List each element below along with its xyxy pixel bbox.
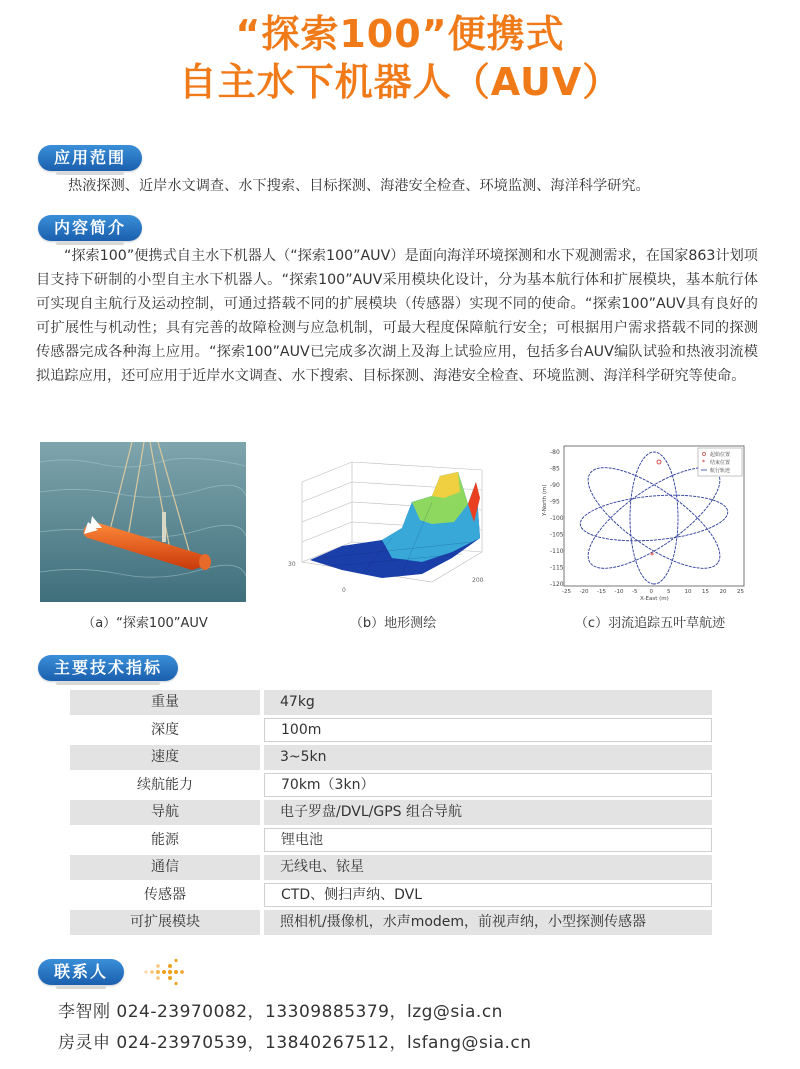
plot-c-xtick: -20 xyxy=(579,589,589,595)
spec-value: 锂电池 xyxy=(264,828,712,853)
section-tag-specs: 主要技术指标 xyxy=(38,655,178,681)
legend-track: 航行轨迹 xyxy=(710,468,731,474)
plot-c-xtick: 10 xyxy=(684,589,692,595)
spec-key: 续航能力 xyxy=(70,773,260,798)
plume-track-plot xyxy=(540,442,750,602)
plot-c-xlabel: X-East (m) xyxy=(640,596,669,602)
spec-row xyxy=(70,745,712,770)
spec-key: 能源 xyxy=(70,828,260,853)
plot-c-xtick: -5 xyxy=(632,589,638,595)
spec-key: 可扩展模块 xyxy=(70,910,260,935)
spec-row xyxy=(70,690,712,715)
section-tag-contact: 联系人 xyxy=(38,959,124,985)
svg-text:200: 200 xyxy=(472,577,484,584)
title-line-2: 自主水下机器人（AUV） xyxy=(178,60,622,104)
spec-row xyxy=(70,910,712,935)
section-tag-scope: 应用范围 xyxy=(38,145,142,171)
plot-c-ytick: -90 xyxy=(550,482,560,489)
contact-line-1: 李智刚 024-23970082，13309885379，lzg@sia.cn xyxy=(58,1002,503,1022)
figure-auv-photo xyxy=(40,442,246,602)
svg-text:30: 30 xyxy=(288,561,296,568)
spec-row xyxy=(70,773,712,798)
contact-line-2: 房灵申 024-23970539，13840267512，lsfang@sia.cn xyxy=(58,1033,532,1053)
spec-value: CTD、侧扫声纳、DVL xyxy=(264,883,712,908)
plot-c-xtick: 0 xyxy=(649,589,653,595)
svg-text:*: * xyxy=(702,459,705,466)
title-line-1: “探索100”便携式 xyxy=(235,12,565,56)
spec-value: 47kg xyxy=(264,690,712,715)
plot-c-ylabel: Y-North (m) xyxy=(542,484,548,516)
legend-end: 结束位置 xyxy=(710,460,731,466)
plot-c-xtick: -10 xyxy=(614,589,624,595)
spec-row xyxy=(70,828,712,853)
spec-key: 速度 xyxy=(70,745,260,770)
spec-row xyxy=(70,883,712,908)
decorative-dots-icon xyxy=(142,958,188,986)
caption-b: （b）地形测绘 xyxy=(349,616,437,631)
intro-text: “探索100”便携式自主水下机器人（“探索100”AUV）是面向海洋环境探测和水下观测需求，在国家863计划项目支持下研制的小型自主水下机器人。“探索100”AUV采用模块化设计，分为基本航行体和扩展模块，基本航行体可实现自主航行及运动控制，可通过搭载不同的扩展模块（传感器）实现不同的使命。“探索100”AUV具有良好的可扩展性与机动性；具有完善的故障检测与应急机制，可最大程度保障航行安全；可根据用户需求搭载不同的探测传感器完成各种海上应用。“探索100”AUV已完成多次湖上及海上试验应用，包括多台AUV编队试验和热液羽流模拟追踪应用，还可应用于近岸水文调查、水下搜索、目标探测、海港安全检查、环境监测、海洋科学研究等使命。 xyxy=(36,248,758,384)
section-tag-intro: 内容简介 xyxy=(38,215,142,241)
spec-key: 传感器 xyxy=(70,883,260,908)
plot-c-ytick: -80 xyxy=(550,449,560,456)
spec-key: 重量 xyxy=(70,690,260,715)
spec-key: 深度 xyxy=(70,718,260,743)
plot-c-xtick: -25 xyxy=(562,589,571,595)
spec-value: 电子罗盘/DVL/GPS 组合导航 xyxy=(264,800,712,825)
legend-start: 起始位置 xyxy=(710,452,731,458)
specs-table xyxy=(70,690,712,938)
plot-c-ytick: -120 xyxy=(550,581,564,588)
spec-key: 导航 xyxy=(70,800,260,825)
spec-row xyxy=(70,718,712,743)
end-marker: * xyxy=(650,551,654,560)
spec-value: 无线电、铱星 xyxy=(264,855,712,880)
spec-value: 70km（3kn） xyxy=(264,773,712,798)
spec-key: 通信 xyxy=(70,855,260,880)
auv-photo-image xyxy=(40,442,246,602)
caption-a: （a）“探索100”AUV xyxy=(82,616,208,631)
scope-text: 热液探测、近岸水文调查、水下搜索、目标探测、海港安全检查、环境监测、海洋科学研究。 xyxy=(68,178,650,194)
plot-c-xtick: 25 xyxy=(737,589,744,595)
caption-c: （c）羽流追踪五叶草航迹 xyxy=(574,616,726,631)
plot-c-xtick: 20 xyxy=(719,589,727,595)
spec-row xyxy=(70,800,712,825)
plot-c-ytick: -105 xyxy=(550,531,564,539)
figure-terrain-map xyxy=(282,442,500,602)
terrain-surface-plot xyxy=(282,442,500,602)
plot-c-xtick: 5 xyxy=(667,589,671,595)
svg-text:0: 0 xyxy=(342,587,346,594)
plot-c-ytick: -100 xyxy=(550,515,564,522)
spec-value: 照相机/摄像机，水声modem，前视声纳，小型探测传感器 xyxy=(264,910,712,935)
plot-c-ytick: -85 xyxy=(550,465,560,473)
plot-c-ytick: -115 xyxy=(550,564,564,572)
plot-c-xtick: -15 xyxy=(597,589,606,595)
figure-plume-track xyxy=(540,442,750,602)
plot-c-ytick: -95 xyxy=(550,498,560,506)
spec-value: 100m xyxy=(264,718,712,743)
spec-value: 3~5kn xyxy=(264,745,712,770)
plot-c-xtick: 15 xyxy=(702,589,709,595)
plot-c-ytick: -110 xyxy=(550,548,564,555)
spec-row xyxy=(70,855,712,880)
